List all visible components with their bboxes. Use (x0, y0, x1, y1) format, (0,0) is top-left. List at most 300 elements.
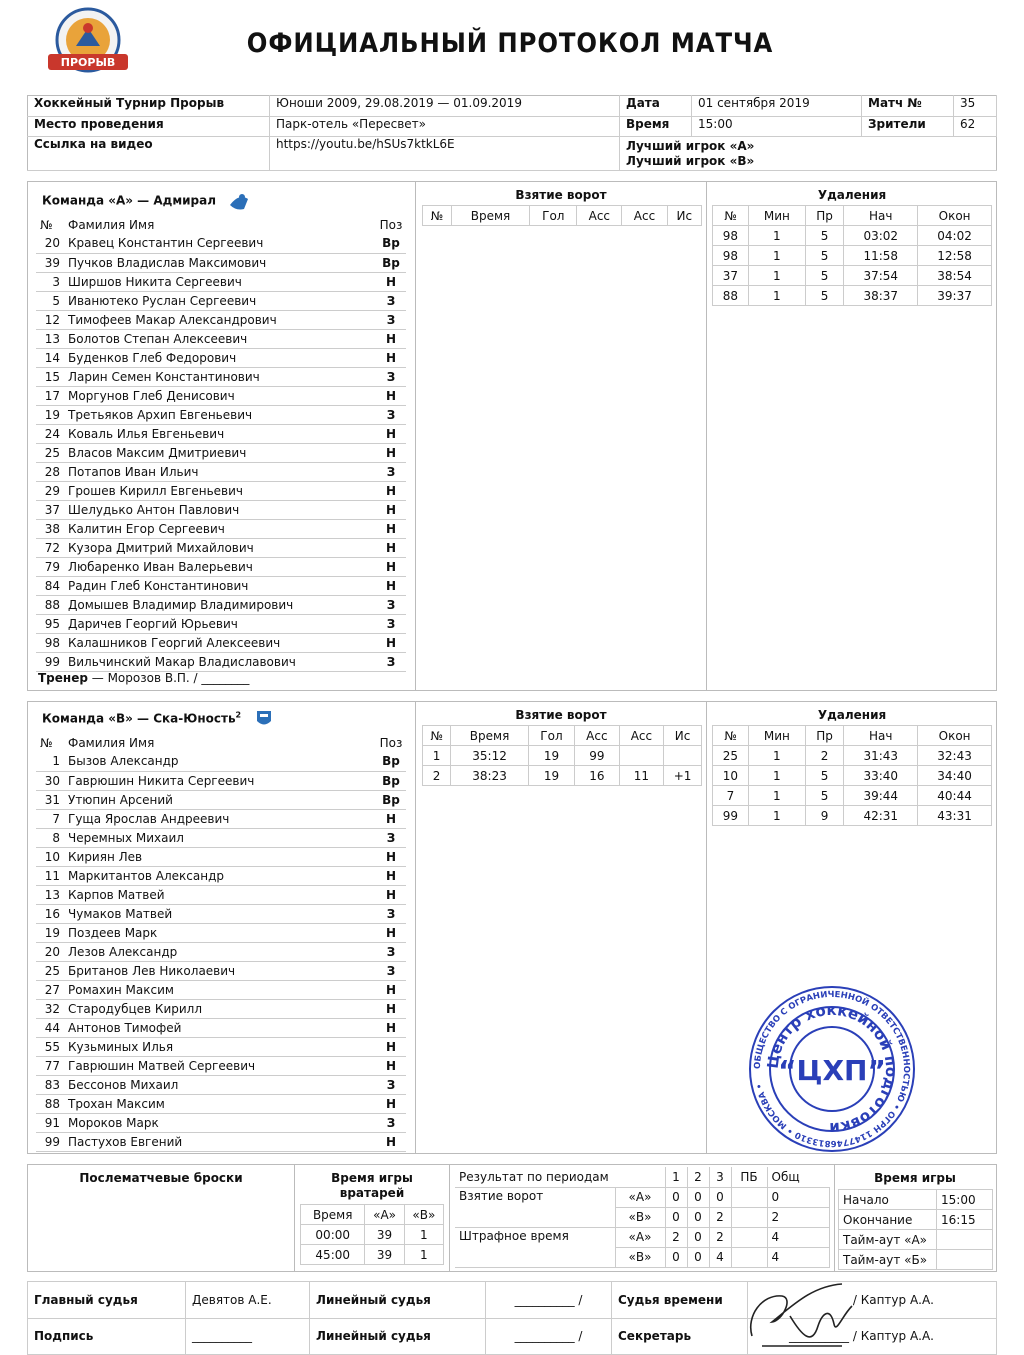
player-row (36, 828, 406, 847)
tournament-value: Юноши 2009, 29.08.2019 — 01.09.2019 (270, 96, 620, 117)
team-b-penalties-title: Удаления (817, 708, 887, 722)
linesman-2-label: Линейный судья (310, 1318, 486, 1355)
player-number: 83 (36, 1075, 66, 1094)
column-header: Ис (664, 726, 702, 746)
player-number: 8 (36, 828, 66, 847)
player-number: 28 (36, 462, 66, 481)
player-number: 19 (36, 405, 66, 424)
player-number: 16 (36, 904, 66, 923)
column-header: Асс (577, 206, 622, 226)
period-value: 2 (709, 1207, 731, 1227)
player-position: Н (376, 386, 406, 405)
player-name: Ларин Семен Константинович (66, 367, 376, 386)
time-label: Время (620, 116, 692, 137)
column-header: Асс (619, 726, 664, 746)
player-number: 77 (36, 1056, 66, 1075)
column-header: «В» (404, 1205, 443, 1225)
column-header: Окон (918, 726, 992, 746)
player-number: 24 (36, 424, 66, 443)
player-row (36, 1018, 406, 1037)
cell: 88 (713, 286, 749, 306)
column-header: «А» (365, 1205, 404, 1225)
cell: 19 (528, 766, 574, 786)
player-position: Н (376, 329, 406, 348)
goalie-time-title: Время игры вратарей (331, 1171, 413, 1200)
period-value: 4 (767, 1227, 830, 1247)
penalty-row (713, 286, 992, 306)
player-number: 12 (36, 310, 66, 329)
cell: 03:02 (844, 226, 918, 246)
player-name: Мороков Марк (66, 1113, 376, 1132)
cell (664, 746, 702, 766)
spectators-value: 62 (954, 116, 997, 137)
column-header: Асс (622, 206, 667, 226)
cell (619, 746, 664, 766)
player-number: 99 (36, 1132, 66, 1151)
cell: 11 (619, 766, 664, 786)
team-a-col-pos: Поз (379, 217, 403, 232)
player-number: 1 (36, 752, 66, 771)
player-number: 29 (36, 481, 66, 500)
player-position: Н (376, 633, 406, 652)
date-value: 01 сентября 2019 (692, 96, 862, 117)
player-row (36, 234, 406, 253)
signature-label: Подпись (28, 1318, 186, 1355)
player-number: 79 (36, 557, 66, 576)
cell: 37 (713, 266, 749, 286)
period-value (731, 1247, 767, 1267)
period-1-head: 1 (665, 1167, 687, 1187)
cell: 00:00 (301, 1225, 365, 1245)
period-value: 0 (665, 1187, 687, 1207)
period-value: 0 (687, 1247, 709, 1267)
player-position: Н (376, 576, 406, 595)
player-number: 7 (36, 809, 66, 828)
player-number: 20 (36, 942, 66, 961)
period-row (455, 1207, 830, 1227)
player-row (36, 980, 406, 999)
player-name: Маркитантов Александр (66, 866, 376, 885)
player-position: Вр (376, 253, 406, 272)
cell: 37:54 (844, 266, 918, 286)
player-row (36, 904, 406, 923)
period-row-label (455, 1247, 615, 1267)
player-row (36, 942, 406, 961)
player-position: Н (376, 481, 406, 500)
team-b-col-pos: Поз (379, 735, 403, 750)
ska-logo-icon (255, 709, 273, 729)
penalty-row (713, 226, 992, 246)
team-a-penalties-title: Удаления (817, 188, 887, 202)
player-number: 15 (36, 367, 66, 386)
player-number: 32 (36, 999, 66, 1018)
player-position: Вр (376, 752, 406, 771)
timekeeper-label: Судья времени (612, 1282, 748, 1319)
player-number: 98 (36, 633, 66, 652)
player-name: Радин Глеб Константинович (66, 576, 376, 595)
player-position: З (376, 828, 406, 847)
team-b-name: Команда «В» — Ска-Юность (42, 711, 236, 726)
page-title: ОФИЦИАЛЬНЫЙ ПРОТОКОЛ МАТЧА (246, 28, 774, 59)
period-row (455, 1187, 830, 1207)
match-number-label: Матч № (862, 96, 954, 117)
player-number: 17 (36, 386, 66, 405)
team-b-penalties-table (712, 725, 992, 826)
team-b-roster (36, 733, 406, 1152)
secretary-value: __________ / Каптур А.А. (748, 1318, 997, 1355)
column-header: Пр (805, 726, 844, 746)
player-position: З (376, 961, 406, 980)
player-row (36, 595, 406, 614)
player-name: Бызов Александр (66, 752, 376, 771)
cell: 40:44 (918, 786, 992, 806)
cell: 43:31 (918, 806, 992, 826)
shootout-title: Послематчевые броски (79, 1171, 243, 1185)
player-number: 13 (36, 329, 66, 348)
player-number: 31 (36, 790, 66, 809)
period-value: 0 (709, 1187, 731, 1207)
player-number: 95 (36, 614, 66, 633)
player-name: Британов Лев Николаевич (66, 961, 376, 980)
player-position: Н (376, 500, 406, 519)
time-value: 15:00 (692, 116, 862, 137)
cell: 32:43 (918, 746, 992, 766)
best-player-b-label: Лучший игрок «В» (626, 154, 755, 169)
tournament-label: Хоккейный Турнир Прорыв (28, 96, 270, 117)
player-name: Буденков Глеб Федорович (66, 348, 376, 367)
end-value: 16:15 (937, 1210, 993, 1230)
player-position: З (376, 291, 406, 310)
coach-value: — Морозов В.П. / ________ (91, 671, 250, 685)
player-row (36, 1056, 406, 1075)
player-row (36, 462, 406, 481)
team-a-penalties-table (712, 205, 992, 306)
player-name: Утюпин Арсений (66, 790, 376, 809)
team-a-coach (38, 671, 249, 685)
player-position: Н (376, 557, 406, 576)
cell: 1 (748, 246, 805, 266)
player-row (36, 652, 406, 671)
period-value (731, 1227, 767, 1247)
player-position: Н (376, 519, 406, 538)
goal-row (423, 766, 702, 786)
team-tag: «В» (615, 1207, 665, 1227)
stamp-ring-text: Центр хоккейной подготовки (763, 1000, 901, 1138)
player-row (36, 519, 406, 538)
player-name: Стародубцев Кирилл (66, 999, 376, 1018)
column-header: Мин (748, 726, 805, 746)
player-number: 27 (36, 980, 66, 999)
player-row (36, 866, 406, 885)
gametime-table (838, 1189, 993, 1270)
cell: 42:31 (844, 806, 918, 826)
player-name: Шелудько Антон Павлович (66, 500, 376, 519)
player-number: 25 (36, 961, 66, 980)
cell: 1 (404, 1225, 443, 1245)
player-row (36, 923, 406, 942)
player-number: 5 (36, 291, 66, 310)
player-position: Н (376, 1094, 406, 1113)
column-header: Ис (667, 206, 701, 226)
period-value: 0 (665, 1247, 687, 1267)
tournament-logo (42, 6, 134, 76)
column-header: № (423, 726, 451, 746)
period-value: 0 (665, 1207, 687, 1227)
stamp-center-text: “ЦХП” (778, 1054, 886, 1087)
player-position: З (376, 595, 406, 614)
period-value: 4 (767, 1247, 830, 1267)
player-row (36, 424, 406, 443)
column-header: Нач (844, 726, 918, 746)
player-number: 99 (36, 652, 66, 671)
player-row (36, 771, 406, 790)
cell: 12:58 (918, 246, 992, 266)
period-row-label: Штрафное время (455, 1227, 615, 1247)
column-header: № (713, 726, 749, 746)
player-number: 72 (36, 538, 66, 557)
team-tag: «А» (615, 1187, 665, 1207)
cell: 38:37 (844, 286, 918, 306)
date-label: Дата (620, 96, 692, 117)
period-2-head: 2 (687, 1167, 709, 1187)
player-row (36, 1113, 406, 1132)
team-a-col-num: № (40, 217, 53, 232)
period-value: 0 (687, 1187, 709, 1207)
cell: 1 (404, 1245, 443, 1265)
player-name: Болотов Степан Алексеевич (66, 329, 376, 348)
player-name: Даричев Георгий Юрьевич (66, 614, 376, 633)
team-a-goals-title: Взятие ворот (515, 188, 607, 202)
player-position: З (376, 904, 406, 923)
player-row (36, 386, 406, 405)
cell: 1 (748, 286, 805, 306)
player-row (36, 310, 406, 329)
player-position: Н (376, 1056, 406, 1075)
player-row (36, 999, 406, 1018)
team-a-title (42, 191, 250, 211)
admiral-logo-icon (228, 191, 250, 211)
player-number: 20 (36, 234, 66, 253)
player-name: Чумаков Матвей (66, 904, 376, 923)
player-row (36, 847, 406, 866)
period-value: 2 (665, 1227, 687, 1247)
column-header: Пр (805, 206, 844, 226)
cell: 31:43 (844, 746, 918, 766)
penalty-row (713, 786, 992, 806)
team-a-goals-table (422, 205, 702, 226)
player-row (36, 1037, 406, 1056)
period-value: 0 (687, 1227, 709, 1247)
cell: 5 (805, 786, 844, 806)
cell: 11:58 (844, 246, 918, 266)
player-name: Гаврюшин Никита Сергеевич (66, 771, 376, 790)
player-number: 88 (36, 595, 66, 614)
penalty-row (713, 246, 992, 266)
linesman-2-value: __________ / (486, 1318, 612, 1355)
video-link[interactable]: https://youtu.be/hSUs7ktkL6E (270, 137, 620, 171)
player-name: Иванютеко Руслан Сергеевич (66, 291, 376, 310)
logo-band-text: ПРОРЫВ (60, 56, 116, 69)
player-position: Н (376, 1018, 406, 1037)
player-name: Пучков Владислав Максимович (66, 253, 376, 272)
period-3-head: 3 (709, 1167, 731, 1187)
player-row (36, 348, 406, 367)
player-position: Вр (376, 790, 406, 809)
player-name: Поздеев Марк (66, 923, 376, 942)
team-b-goals-title: Взятие ворот (515, 708, 607, 722)
player-number: 88 (36, 1094, 66, 1113)
player-position: Н (376, 272, 406, 291)
player-position: Н (376, 980, 406, 999)
player-name: Коваль Илья Евгеньевич (66, 424, 376, 443)
linesman-1-label: Линейный судья (310, 1282, 486, 1319)
column-header: № (423, 206, 452, 226)
player-row (36, 253, 406, 272)
gametime-title: Время игры (874, 1171, 956, 1185)
player-number: 10 (36, 847, 66, 866)
player-row (36, 885, 406, 904)
player-position: Н (376, 443, 406, 462)
cell: 5 (805, 286, 844, 306)
cell: 1 (423, 746, 451, 766)
period-value: 2 (709, 1227, 731, 1247)
column-header: Мин (748, 206, 805, 226)
goalie-time-row (301, 1225, 444, 1245)
cell: 39 (365, 1245, 404, 1265)
period-value (731, 1207, 767, 1227)
match-info-table (27, 95, 997, 171)
periods-title: Результат по периодам (459, 1169, 609, 1184)
player-name: Ромахин Максим (66, 980, 376, 999)
player-name: Антонов Тимофей (66, 1018, 376, 1037)
cell: 5 (805, 766, 844, 786)
column-header: № (713, 206, 749, 226)
player-number: 14 (36, 348, 66, 367)
player-row (36, 291, 406, 310)
end-label: Окончание (839, 1210, 937, 1230)
player-row (36, 481, 406, 500)
cell: 16 (575, 766, 620, 786)
player-number: 38 (36, 519, 66, 538)
best-player-a-label: Лучший игрок «А» (626, 139, 755, 154)
player-position: З (376, 942, 406, 961)
cell: 1 (748, 786, 805, 806)
player-row (36, 443, 406, 462)
player-name: Пастухов Евгений (66, 1132, 376, 1151)
period-row (455, 1227, 830, 1247)
player-number: 55 (36, 1037, 66, 1056)
player-row (36, 1094, 406, 1113)
player-position: Н (376, 1132, 406, 1151)
player-name: Вильчинский Макар Владиславович (66, 652, 376, 671)
player-name: Гаврюшин Матвей Сергеевич (66, 1056, 376, 1075)
player-row (36, 557, 406, 576)
column-header: Асс (575, 726, 620, 746)
period-row-label: Взятие ворот (455, 1187, 615, 1207)
team-b-title-sup: 2 (235, 710, 242, 720)
player-name: Третьяков Архип Евгеньевич (66, 405, 376, 424)
player-name: Кириян Лев (66, 847, 376, 866)
cell: 33:40 (844, 766, 918, 786)
team-b-col-name: Фамилия Имя (68, 735, 155, 750)
team-a-col-name: Фамилия Имя (68, 217, 155, 232)
player-name: Кузора Дмитрий Михайлович (66, 538, 376, 557)
team-a-roster (36, 215, 406, 672)
player-position: Вр (376, 234, 406, 253)
cell: 5 (805, 266, 844, 286)
cell: 45:00 (301, 1245, 365, 1265)
player-name: Кузьминых Илья (66, 1037, 376, 1056)
goal-row (423, 746, 702, 766)
player-name: Калашников Георгий Алексеевич (66, 633, 376, 652)
cell: 1 (748, 766, 805, 786)
player-position: Н (376, 885, 406, 904)
player-name: Гуща Ярослав Андреевич (66, 809, 376, 828)
player-name: Карпов Матвей (66, 885, 376, 904)
column-header: Нач (844, 206, 918, 226)
team-b-title (42, 709, 273, 729)
player-name: Трохан Максим (66, 1094, 376, 1113)
player-name: Власов Максим Дмитриевич (66, 443, 376, 462)
player-number: 3 (36, 272, 66, 291)
penalty-row (713, 746, 992, 766)
player-name: Любаренко Иван Валерьевич (66, 557, 376, 576)
player-position: Н (376, 999, 406, 1018)
cell: 98 (713, 246, 749, 266)
player-number: 37 (36, 500, 66, 519)
column-header: Время (451, 726, 529, 746)
official-stamp (748, 985, 916, 1153)
player-position: Н (376, 538, 406, 557)
player-position: Н (376, 348, 406, 367)
timeout-b-label: Тайм-аут «Б» (839, 1250, 937, 1270)
period-value: 0 (767, 1187, 830, 1207)
period-total-head: Общ (767, 1167, 830, 1187)
player-number: 30 (36, 771, 66, 790)
team-b-goals-table (422, 725, 702, 786)
player-name: Черемных Михаил (66, 828, 376, 847)
cell: 2 (805, 746, 844, 766)
secretary-label: Секретарь (612, 1318, 748, 1355)
column-header: Гол (528, 726, 574, 746)
period-value: 2 (767, 1207, 830, 1227)
player-row (36, 614, 406, 633)
cell: 38:23 (451, 766, 529, 786)
player-position: З (376, 310, 406, 329)
player-position: З (376, 1075, 406, 1094)
venue-label: Место проведения (28, 116, 270, 137)
player-name: Лезов Александр (66, 942, 376, 961)
player-name: Калитин Егор Сергеевич (66, 519, 376, 538)
player-number: 19 (36, 923, 66, 942)
player-number: 39 (36, 253, 66, 272)
player-row (36, 961, 406, 980)
cell: 34:40 (918, 766, 992, 786)
player-row (36, 633, 406, 652)
player-number: 25 (36, 443, 66, 462)
cell: 1 (748, 746, 805, 766)
player-name: Бессонов Михаил (66, 1075, 376, 1094)
head-referee-value: Девятов А.Е. (186, 1282, 310, 1319)
team-a-section (27, 181, 997, 691)
period-row (455, 1247, 830, 1267)
player-row (36, 367, 406, 386)
cell: 39:37 (918, 286, 992, 306)
venue-value: Парк-отель «Пересвет» (270, 116, 620, 137)
cell: 38:54 (918, 266, 992, 286)
goalie-time-table (300, 1204, 444, 1265)
player-row (36, 1075, 406, 1094)
